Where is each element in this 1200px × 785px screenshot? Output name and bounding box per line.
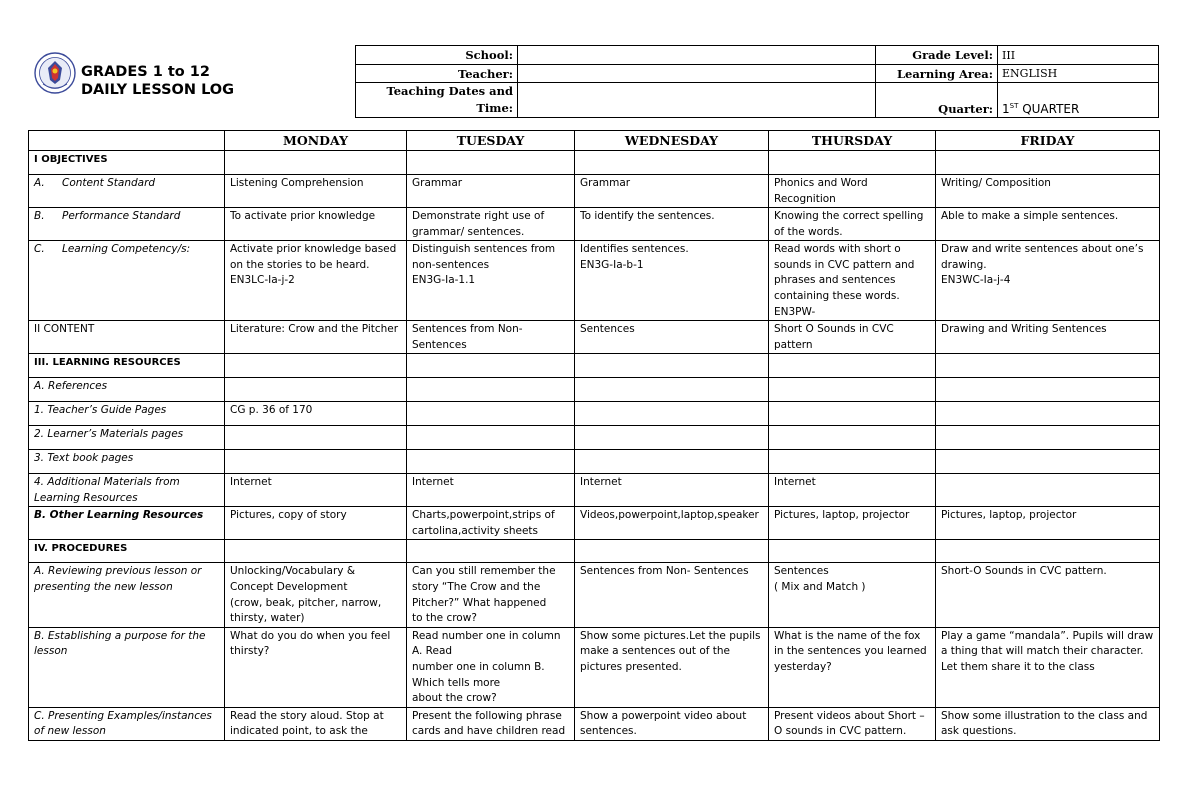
cell-line: Read words with short o — [774, 243, 901, 256]
cell-wednesday[interactable]: Videos,powerpoint,laptop,speaker — [575, 507, 769, 540]
cell-wednesday[interactable] — [575, 378, 769, 402]
row-textbook-pages — [29, 450, 1160, 474]
day-monday: MONDAY — [225, 131, 407, 151]
cell-friday[interactable] — [936, 707, 1160, 740]
row-letter: C. — [34, 243, 45, 256]
teaching-dates-label — [356, 83, 518, 118]
cell-line: (crow, beak, pitcher, narrow, — [230, 596, 382, 609]
cell-tuesday[interactable] — [407, 627, 575, 707]
cell-line: containing these words. — [774, 289, 900, 302]
info-table — [355, 45, 1159, 118]
teacher-label: Teacher: — [356, 65, 518, 83]
cell-tuesday[interactable] — [407, 563, 575, 627]
teacher-value[interactable] — [518, 65, 876, 83]
cell-friday[interactable] — [936, 474, 1160, 507]
cell-line: in the sentences you learned — [774, 645, 927, 658]
cell-line: Read the story aloud. Stop at — [230, 709, 384, 722]
row-learning-resources — [29, 354, 1160, 378]
cell-tuesday[interactable] — [407, 378, 575, 402]
cell-wednesday[interactable] — [575, 241, 769, 321]
cell-line: story “The Crow and the — [412, 580, 541, 593]
cell-line: Sentences — [774, 565, 829, 578]
cell-line: Show a powerpoint video about — [580, 709, 747, 722]
cell-thursday[interactable] — [769, 208, 936, 241]
cell-line: Unlocking/Vocabulary & — [230, 565, 356, 578]
cell-monday[interactable]: CG p. 36 of 170 — [225, 402, 407, 426]
row-label: 1. Teacher’s Guide Pages — [29, 402, 225, 426]
teaching-dates-label-line-2: Time: — [476, 101, 513, 115]
cell-thursday[interactable] — [769, 563, 936, 627]
cell-tuesday[interactable] — [407, 241, 575, 321]
cell-tuesday[interactable] — [407, 354, 575, 378]
cell-monday[interactable] — [225, 450, 407, 474]
cell-line: A. Read — [412, 645, 453, 658]
cell-friday[interactable] — [936, 426, 1160, 450]
row-label — [29, 175, 225, 208]
row-label: A. References — [29, 378, 225, 402]
row-label-text: Learning Competency/s: — [62, 243, 191, 256]
cell-line: sentences. — [580, 725, 637, 738]
cell-monday[interactable] — [225, 627, 407, 707]
cell-line: Which tells more — [412, 676, 501, 689]
cell-line: Pitcher?” What happened — [412, 596, 547, 609]
cell-wednesday[interactable] — [575, 208, 769, 241]
cell-thursday[interactable] — [769, 402, 936, 426]
grade-level-value[interactable]: III — [998, 46, 1159, 65]
row-additional-materials — [29, 474, 1160, 507]
cell-thursday[interactable] — [769, 540, 936, 563]
row-label-text: Performance Standard — [62, 210, 181, 223]
cell-line: to the crow? — [412, 612, 477, 625]
cell-friday[interactable] — [936, 563, 1160, 627]
row-objectives — [29, 151, 1160, 175]
row-references — [29, 378, 1160, 402]
cell-line: Can you still remember the — [412, 565, 556, 578]
quarter-value[interactable] — [998, 83, 1159, 118]
cell-line: Present videos about Short – — [774, 709, 925, 722]
cell-line: on the stories to be heard. — [230, 258, 370, 271]
cell-tuesday[interactable]: Grammar — [407, 175, 575, 208]
cell-line: drawing. — [941, 258, 987, 271]
row-label: 2. Learner’s Materials pages — [29, 426, 225, 450]
grade-level-label: Grade Level: — [876, 46, 998, 65]
row-presenting-examples — [29, 707, 1160, 740]
day-header-row — [29, 131, 1160, 151]
cell-line: cards and have children read — [412, 725, 566, 738]
cell-thursday[interactable] — [769, 378, 936, 402]
cell-line: sounds in CVC pattern and — [774, 258, 915, 271]
cell-line: Distinguish sentences from — [412, 243, 556, 256]
cell-monday[interactable] — [225, 241, 407, 321]
title-line-2: DAILY LESSON LOG — [81, 82, 235, 98]
day-tuesday: TUESDAY — [407, 131, 575, 151]
row-label: A. Reviewing previous lesson or presenting the new lesson — [29, 563, 225, 627]
cell-text: Demonstrate right use of grammar/ sentences. — [412, 210, 545, 238]
cell-friday[interactable]: Drawing and Writing Sentences — [936, 321, 1160, 354]
row-performance-standard — [29, 208, 1160, 241]
cell-text: Sentences from Non-Sentences — [412, 323, 523, 351]
quarter-suffix: ST — [1009, 102, 1019, 110]
cell-thursday[interactable] — [769, 151, 936, 175]
cell-line: Show some pictures.Let the pupils — [580, 629, 761, 642]
row-learners-materials — [29, 426, 1160, 450]
teaching-dates-value[interactable] — [518, 83, 876, 118]
cell-friday[interactable] — [936, 151, 1160, 175]
cell-friday[interactable]: Writing/ Composition — [936, 175, 1160, 208]
cell-line: Activate prior knowledge based — [230, 243, 397, 256]
cell-wednesday[interactable]: Grammar — [575, 175, 769, 208]
cell-thursday[interactable]: Internet — [769, 474, 936, 507]
cell-line: phrases and sentences — [774, 274, 896, 287]
cell-friday[interactable] — [936, 540, 1160, 563]
row-label: 3. Text book pages — [29, 450, 225, 474]
cell-wednesday[interactable] — [575, 426, 769, 450]
cell-monday[interactable] — [225, 540, 407, 563]
cell-text: Charts,powerpoint,strips of cartolina,activity sheets — [412, 509, 555, 537]
row-label: I OBJECTIVES — [29, 151, 225, 175]
row-letter: B. — [34, 210, 45, 223]
cell-line: What do you do when you feel — [230, 629, 391, 642]
cell-line: a thing that will match their character. — [941, 645, 1144, 658]
cell-tuesday[interactable] — [407, 507, 575, 540]
cell-friday[interactable] — [936, 241, 1160, 321]
row-label: IV. PROCEDURES — [29, 540, 225, 563]
cell-friday[interactable] — [936, 208, 1160, 241]
cell-line: Show some illustration to the class and — [941, 709, 1148, 722]
cell-line: non-sentences — [412, 258, 490, 271]
cell-friday[interactable] — [936, 378, 1160, 402]
cell-monday[interactable] — [225, 151, 407, 175]
day-wednesday: WEDNESDAY — [575, 131, 769, 151]
cell-line: about the crow? — [412, 692, 497, 705]
row-label: III. LEARNING RESOURCES — [29, 354, 225, 378]
cell-line: EN3WC-Ia-j-4 — [941, 274, 1011, 287]
cell-thursday[interactable] — [769, 321, 936, 354]
cell-tuesday[interactable] — [407, 450, 575, 474]
cell-monday[interactable] — [225, 707, 407, 740]
cell-text: To identify the sentences. — [580, 210, 715, 223]
cell-line: Concept Development — [230, 580, 348, 593]
cell-wednesday[interactable] — [575, 151, 769, 175]
cell-wednesday[interactable] — [575, 707, 769, 740]
cell-wednesday[interactable] — [575, 563, 769, 627]
cell-monday[interactable] — [225, 426, 407, 450]
cell-line: EN3LC-Ia-j-2 — [230, 274, 295, 287]
row-other-resources — [29, 507, 1160, 540]
cell-line: indicated point, to ask the — [230, 725, 368, 738]
teaching-dates-label-line-1: Teaching Dates and — [386, 84, 513, 98]
lesson-log-table — [28, 130, 1160, 741]
cell-tuesday[interactable] — [407, 402, 575, 426]
row-label: B. Establishing a purpose for the lesson — [29, 627, 225, 707]
row-label: C. Presenting Examples/instances of new lesson — [29, 707, 225, 740]
cell-wednesday[interactable]: Internet — [575, 474, 769, 507]
cell-line: make a sentences out of the — [580, 645, 731, 658]
document-title — [81, 63, 234, 99]
row-reviewing — [29, 563, 1160, 627]
cell-line: Play a game “mandala”. Pupils will draw — [941, 629, 1154, 642]
cell-tuesday[interactable] — [407, 208, 575, 241]
cell-line: Sentences from Non- Sentences — [580, 565, 749, 578]
cell-line: thirsty, water) — [230, 612, 305, 625]
row-procedures — [29, 540, 1160, 563]
cell-tuesday[interactable] — [407, 540, 575, 563]
cell-monday[interactable] — [225, 354, 407, 378]
cell-line: ask questions. — [941, 725, 1017, 738]
cell-line: pictures presented. — [580, 660, 682, 673]
row-label — [29, 208, 225, 241]
cell-line: Let them share it to the class — [941, 660, 1095, 673]
cell-line: thirsty? — [230, 645, 270, 658]
quarter-label: Quarter: — [876, 83, 998, 118]
row-letter: A. — [34, 177, 45, 189]
cell-friday[interactable]: Pictures, laptop, projector — [936, 507, 1160, 540]
school-label: School: — [356, 46, 518, 65]
cell-line: Short-O Sounds in CVC pattern. — [941, 565, 1107, 578]
learning-area-value[interactable]: ENGLISH — [998, 65, 1159, 83]
cell-monday[interactable]: Literature: Crow and the Pitcher — [225, 321, 407, 354]
cell-monday[interactable]: Internet — [225, 474, 407, 507]
cell-friday[interactable] — [936, 450, 1160, 474]
row-label: B. Other Learning Resources — [29, 507, 225, 540]
cell-monday[interactable]: Pictures, copy of story — [225, 507, 407, 540]
row-learning-competency — [29, 241, 1160, 321]
learning-area-label: Learning Area: — [876, 65, 998, 83]
quarter-text: QUARTER — [1018, 102, 1080, 116]
cell-line: EN3G-Ia-1.1 — [412, 274, 476, 287]
row-teachers-guide — [29, 402, 1160, 426]
cell-monday[interactable] — [225, 208, 407, 241]
quarter-number: 1 — [1002, 102, 1010, 116]
row-content-standard — [29, 175, 1160, 208]
cell-tuesday[interactable] — [407, 151, 575, 175]
row-content — [29, 321, 1160, 354]
cell-thursday[interactable]: Pictures, laptop, projector — [769, 507, 936, 540]
cell-text: Short O Sounds in CVC pattern — [774, 323, 894, 351]
cell-line: Identifies sentences. — [580, 243, 689, 256]
cell-thursday[interactable] — [769, 354, 936, 378]
cell-line: Present the following phrase — [412, 709, 562, 722]
cell-thursday[interactable]: Phonics and Word Recognition — [769, 175, 936, 208]
cell-text: To activate prior knowledge — [230, 210, 376, 223]
cell-wednesday[interactable] — [575, 402, 769, 426]
day-friday: FRIDAY — [936, 131, 1160, 151]
row-label — [29, 241, 225, 321]
day-thursday: THURSDAY — [769, 131, 936, 151]
cell-line: Draw and write sentences about one’s — [941, 243, 1144, 256]
cell-line: yesterday? — [774, 660, 832, 673]
cell-line: EN3PW- — [774, 305, 816, 318]
cell-wednesday[interactable] — [575, 627, 769, 707]
row-label: 4. Additional Materials from Learning Resources — [29, 474, 225, 507]
school-value[interactable] — [518, 46, 876, 65]
cell-thursday[interactable] — [769, 241, 936, 321]
cell-tuesday[interactable] — [407, 321, 575, 354]
cell-monday[interactable] — [225, 378, 407, 402]
cell-thursday[interactable] — [769, 627, 936, 707]
cell-text: Able to make a simple sentences. — [941, 210, 1119, 223]
cell-line: O sounds in CVC pattern. — [774, 725, 907, 738]
cell-line: number one in column B. — [412, 660, 545, 673]
cell-friday[interactable] — [936, 354, 1160, 378]
cell-monday[interactable] — [225, 563, 407, 627]
cell-line: EN3G-Ia-b-1 — [580, 258, 644, 271]
cell-line: Read number one in column — [412, 629, 561, 642]
cell-monday[interactable]: Listening Comprehension — [225, 175, 407, 208]
cell-tuesday[interactable] — [407, 426, 575, 450]
cell-wednesday[interactable] — [575, 354, 769, 378]
cell-wednesday[interactable] — [575, 450, 769, 474]
cell-friday[interactable] — [936, 402, 1160, 426]
cell-line: What is the name of the fox — [774, 629, 921, 642]
title-line-1: GRADES 1 to 12 — [81, 64, 210, 80]
cell-tuesday[interactable]: Internet — [407, 474, 575, 507]
cell-thursday[interactable] — [769, 426, 936, 450]
cell-tuesday[interactable] — [407, 707, 575, 740]
cell-thursday[interactable] — [769, 450, 936, 474]
cell-wednesday[interactable]: Sentences — [575, 321, 769, 354]
cell-line: ( Mix and Match ) — [774, 580, 866, 593]
row-label-text: Content Standard — [62, 177, 156, 189]
cell-friday[interactable] — [936, 627, 1160, 707]
deped-seal-logo — [34, 46, 76, 100]
cell-wednesday[interactable] — [575, 540, 769, 563]
cell-thursday[interactable] — [769, 707, 936, 740]
cell-text: Knowing the correct spelling of the words. — [774, 210, 924, 238]
row-label: II CONTENT — [29, 321, 225, 354]
row-establishing-purpose — [29, 627, 1160, 707]
header-blank — [29, 131, 225, 151]
